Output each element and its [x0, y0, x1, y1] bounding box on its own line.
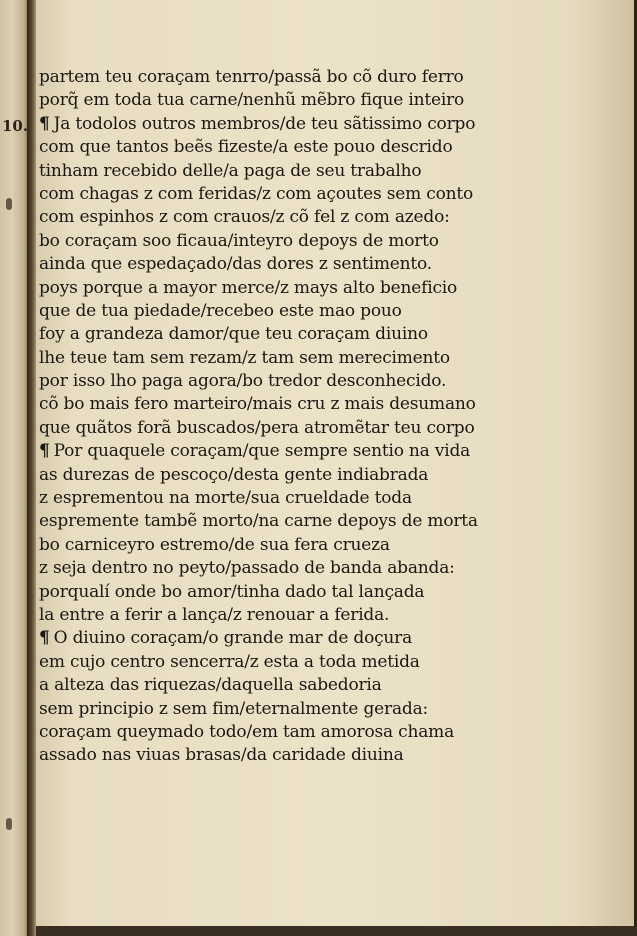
text-line [39, 417, 609, 440]
text-line [39, 277, 609, 300]
text-line [39, 136, 609, 159]
text-line [39, 674, 609, 697]
text-line [39, 581, 609, 604]
text-line [39, 323, 609, 346]
text-line [39, 440, 609, 463]
text-line [39, 89, 609, 112]
line-text: ainda que espedaçado/das dores z sentimento. [39, 254, 432, 275]
line-text: espremente tambẽ morto/na carne depoys de morta [39, 511, 478, 532]
line-text: as durezas de pescoço/desta gente indiabrada [39, 464, 429, 485]
line-text: com espinhos z com crauos/z cõ fel z com azedo: [39, 207, 450, 228]
pilcrow-mark: ¶ [39, 441, 50, 462]
text-line [39, 534, 609, 557]
page-bottom-edge [36, 926, 637, 936]
line-text: porqualí onde bo amor/tinha dado tal lançada [39, 581, 425, 602]
margin-page-number: 10. [2, 117, 29, 135]
line-text: lhe teue tam sem rezam/z tam sem merecimento [39, 347, 450, 368]
pilcrow-mark: ¶ [39, 628, 50, 649]
text-line [39, 300, 609, 323]
margin-mark [6, 818, 12, 830]
text-line [39, 347, 609, 370]
text-line [39, 66, 609, 89]
line-text: por isso lho paga agora/bo tredor desconhecido. [39, 371, 447, 392]
line-text: z seja dentro no peyto/passado de banda abanda: [39, 558, 455, 579]
line-text: em cujo centro sencerra/z esta a toda metida [39, 651, 420, 672]
line-text: cõ bo mais fero marteiro/mais cru z mais desumano [39, 394, 476, 415]
line-text: bo carniceyro estremo/de sua fera crueza [39, 534, 390, 555]
line-text: que de tua piedade/recebeo este mao pouo [39, 300, 402, 321]
text-line [39, 160, 609, 183]
line-text: bo coraçam soo ficaua/inteyro depoys de morto [39, 230, 439, 251]
line-text: tinham recebido delle/a paga de seu trabalho [39, 160, 422, 181]
text-line [39, 464, 609, 487]
text-line [39, 206, 609, 229]
text-line [39, 183, 609, 206]
text-block [39, 66, 609, 768]
text-line [39, 721, 609, 744]
line-text: Por quaquele coraçam/que sempre sentio na vida [53, 441, 471, 462]
text-line [39, 744, 609, 767]
line-text: que quãtos forã buscados/pera atromẽtar teu corpo [39, 417, 475, 438]
line-text: assado nas viuas brasas/da caridade diuina [39, 745, 404, 766]
left-page-edge [0, 0, 30, 936]
line-text: foy a grandeza damor/que teu coraçam diuino [39, 324, 428, 345]
line-text: com que tantos beẽs fizeste/a este pouo descrido [39, 137, 453, 158]
text-line [39, 370, 609, 393]
text-line [39, 604, 609, 627]
pilcrow-mark: ¶ [39, 113, 50, 134]
line-text: a alteza das riquezas/daquella sabedoria [39, 675, 382, 696]
line-text: com chagas z com feridas/z com açoutes sem conto [39, 183, 474, 204]
text-line [39, 230, 609, 253]
text-line [39, 253, 609, 276]
line-text: z esprementou na morte/sua crueldade toda [39, 488, 412, 509]
line-text: O diuino coraçam/o grande mar de doçura [53, 628, 413, 649]
text-line [39, 557, 609, 580]
text-line [39, 113, 609, 136]
text-line [39, 627, 609, 650]
margin-mark [6, 198, 12, 210]
line-text: coraçam queymado todo/em tam amorosa chama [39, 721, 455, 742]
line-text: poys porque a mayor merce/z mays alto beneficio [39, 277, 458, 298]
text-line [39, 698, 609, 721]
text-line [39, 487, 609, 510]
text-line [39, 510, 609, 533]
line-text: partem teu coraçam tenrro/passã bo cõ duro ferro [39, 67, 464, 87]
line-text: sem principio z sem fim/eternalmente gerada: [39, 698, 429, 719]
text-line [39, 651, 609, 674]
line-text: Ja todolos outros membros/de teu sãtissimo corpo [53, 113, 476, 134]
line-text: la entre a ferir a lança/z renouar a ferida. [39, 604, 390, 625]
text-line [39, 393, 609, 416]
line-text: porq̃ em toda tua carne/nenhũ mẽbro fique inteiro [39, 90, 465, 111]
